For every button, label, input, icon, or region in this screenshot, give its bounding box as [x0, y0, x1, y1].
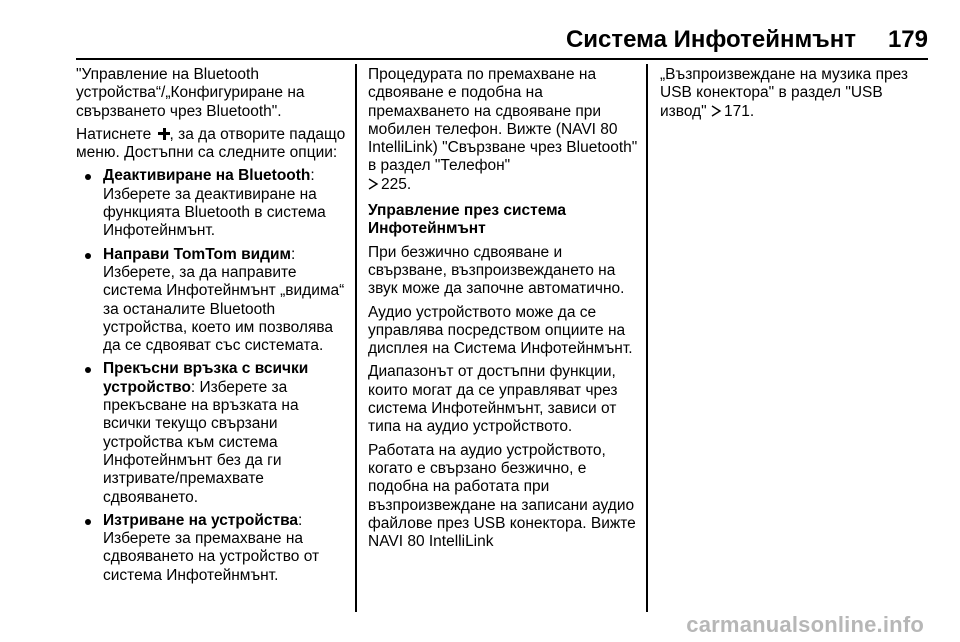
column-3 [660, 66, 932, 126]
bullet-icon [85, 367, 91, 373]
page-number: 179 [887, 26, 928, 53]
paragraph: Работата на аудио устройството, когато е свързано безжично, е подобна на работата при възпроизвеждане на записани аудио файлове през USB конектора. Вижте NAVI 80 IntelliLink [368, 441, 636, 551]
plus-icon [158, 128, 170, 140]
list-item: Деактивиране на Bluetooth: Изберете за деактивиране на функцията Bluetooth в система Инфотейнмънт. [76, 167, 348, 240]
tap-instruction: Натиснете , за да отворите падащо меню. Достъпни са следните опции: [76, 125, 346, 162]
paragraph: При безжично сдвояване и свързване, възпроизвеждането на звук може да започне автоматично. [368, 243, 625, 298]
list-item: Направи TomTom видим: Изберете, за да направите система Инфотейнмънт „видима“ за останалите Bluetooth устройства, което им позволява да се сдвояват със системата. [76, 246, 348, 356]
paragraph: Диапазонът от достъпни функции, които могат да се управляват чрез система Инфотейнмънт, зависи от типа на аудио устройството. [368, 363, 618, 436]
page-header [32, 26, 928, 54]
bullet-icon [85, 174, 91, 180]
list-item: Прекъсни връзка с всички устройство: Изберете за прекъсване на връзката на всички текущо свързани устройства към система Инфотейнмънт без да ги изтривате/премахвате сдвояването. [76, 360, 348, 506]
options-list [76, 167, 348, 585]
watermark: carmanualsonline.info [686, 612, 924, 637]
page-reference-arrow-icon [711, 105, 722, 117]
list-item: Изтриване на устройства: Изберете за премахване на сдвояването на устройство от система Инфотейнмънт. [76, 512, 348, 585]
page-reference-arrow-icon [368, 178, 379, 190]
column-divider-1 [355, 64, 357, 612]
section-heading: Управление през система Инфотейнмънт [368, 202, 567, 238]
bullet-icon [85, 519, 91, 525]
page-title: Система Инфотейнмънт [565, 26, 856, 53]
column-divider-2 [646, 64, 648, 612]
usb-reference-paragraph: „Възпроизвеждане на музика през USB конектора" в раздел "USB извод" 171. [660, 66, 908, 120]
paragraph: Аудио устройството може да се управлява посредством опциите на дисплея на Система Инфотейнмънт. [368, 303, 633, 358]
bullet-icon [85, 253, 91, 259]
intro-text: "Управление на Bluetooth устройства“/„Конфигуриране на свързването чрез Bluetooth". [76, 66, 305, 120]
column-2 [368, 66, 640, 556]
column-1 [76, 66, 348, 590]
unpair-paragraph: Процедурата по премахване на сдвояване е подобна на премахването на сдвояване при мобилен телефон. Вижте (NAVI 80 IntelliLink) "Свързване чрез Bluetooth" в раздел "Телефон" 225. [368, 66, 638, 193]
header-rule [76, 58, 928, 60]
